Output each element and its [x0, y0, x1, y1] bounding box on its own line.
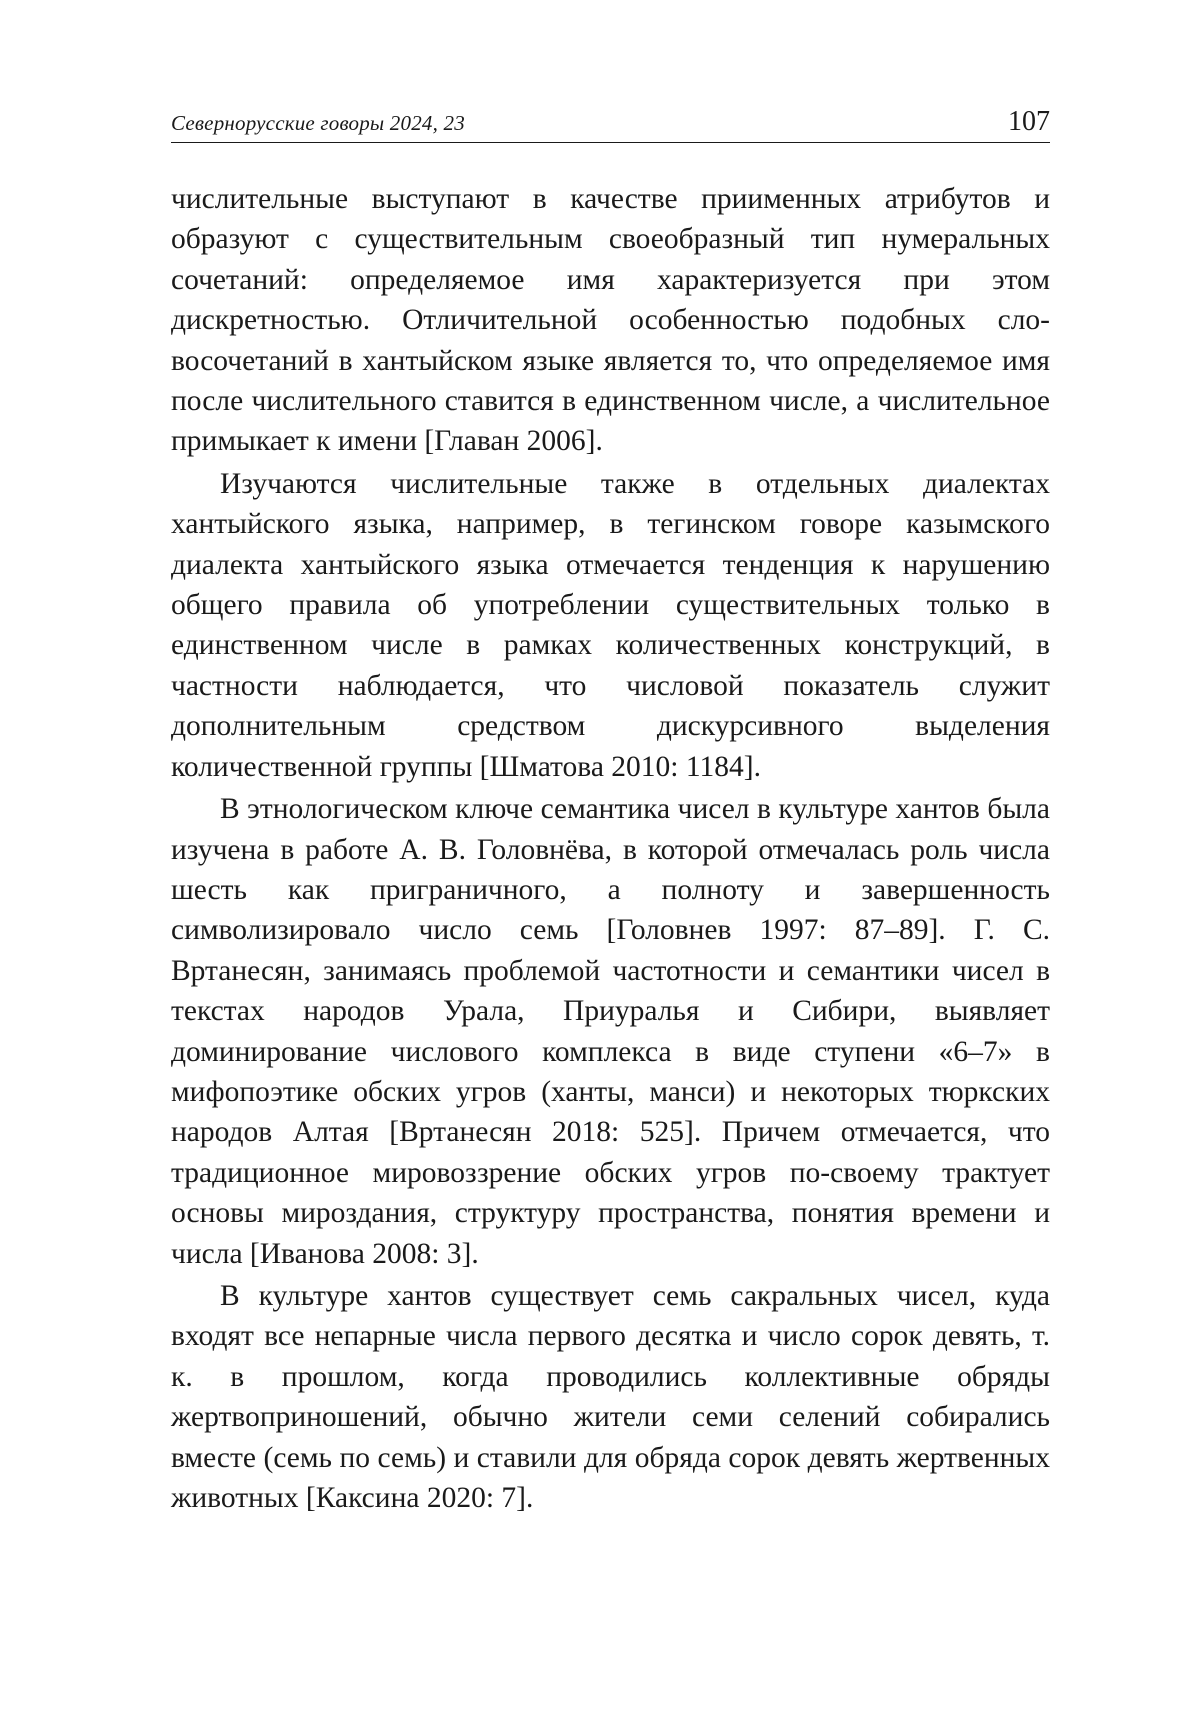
body-text — [171, 179, 1050, 1518]
running-header — [171, 102, 1050, 143]
page-number: 107 — [1008, 106, 1050, 137]
paragraph-3: В этнологическом ключе семантика чисел в культуре хантов была изучена в работе А. В. Головнёва, в которой отмечалась роль числа шесть как приграничного, а полноту и завершенность символизировало число семь [Головнев 1997: 87–89]. Г. С. Вртанесян, занимаясь проблемой частотности и семантики чисел в текстах народов Урала, Приуралья и Сибири, выявляет доминирование числового комплекса в виде ступени «6–7» в мифопоэтике обских угров (ханты, манси) и некоторых тюркских народов Алтая [Вртанесян 2018: 525]. Причем отмечается, что традиционное мировоззрение обских угров по-своему трактует основы мироздания, структуру пространства, понятия времени и числа [Иванова 2008: 3]. — [171, 793, 1050, 1270]
paragraph-1: числительные выступают в качестве приименных атрибутов и образуют с существительным своеобразный тип нумеральных сочетаний: определяемое имя характеризуется при этом дискретностью. Отличительной особенностью подобных словосочетаний в хантыйском языке является то, что определяемое имя после числительного ставится в единственном числе, а числительное примыкает к имени [Главан 2006]. — [171, 183, 1050, 458]
journal-title: Севернорусские говоры 2024, 23 — [171, 111, 465, 135]
paragraph-2: Изучаются числительные также в отдельных диалектах хантыйского языка, например, в тегинском говоре казымского диалекта хантыйского языка отмечается тенденция к нарушению общего правила об употреблении существительных только в единственном числе в рамках количественных конструкций, в частности наблюдается, что числовой показатель служит дополнительным средством дискурсивного выделения количественной группы [Шматова 2010: 1184]. — [171, 467, 1050, 783]
paragraph-4: В культуре хантов существует семь сакральных чисел, куда входят все непарные числа первого десятка и число сорок девять, т. к. в прошлом, когда проводились коллективные обряды жертвоприношений, обычно жители семи селений собирались вместе (семь по семь) и ставили для обряда сорок девять жертвенных животных [Каксина 2020: 7]. — [171, 1279, 1050, 1514]
journal-page — [171, 0, 1050, 1714]
